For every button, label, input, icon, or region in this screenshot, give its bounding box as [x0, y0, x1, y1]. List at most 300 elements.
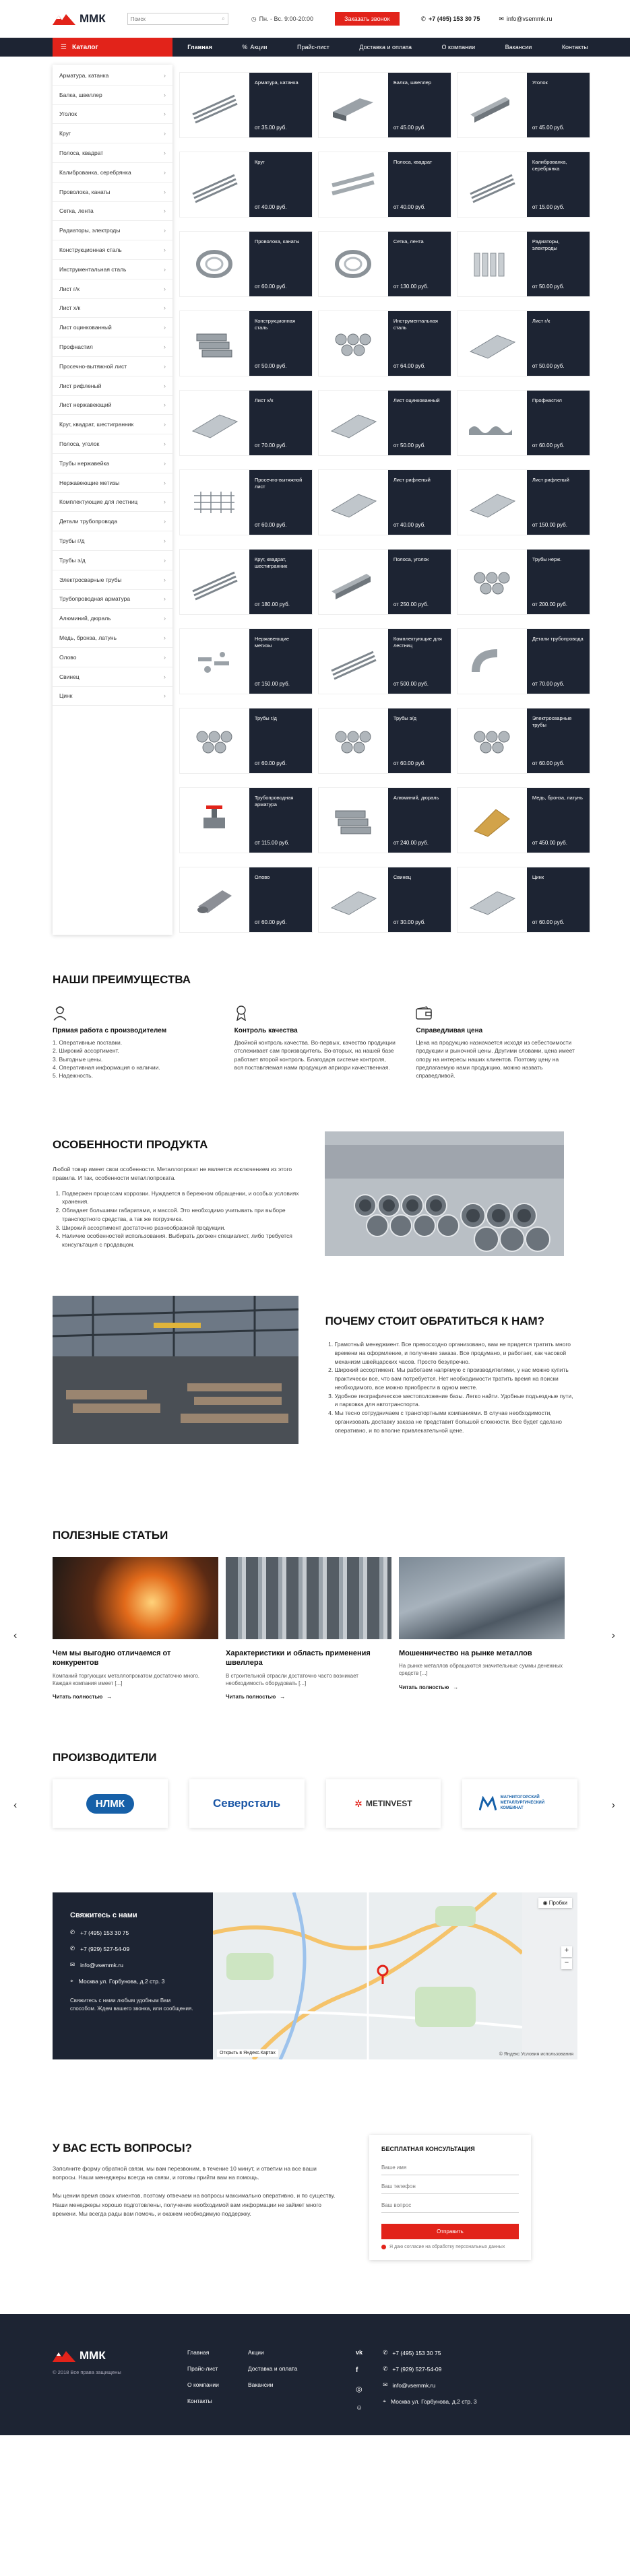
sidebar-item[interactable]: [53, 609, 172, 628]
advantage-item: 5. Надежность.: [53, 1072, 93, 1080]
sidebar-item-label: Радиаторы, электроды: [59, 227, 121, 234]
chevron-right-icon: ›: [164, 362, 166, 370]
sidebar-item-label: Полоса, уголок: [59, 440, 100, 448]
zoom-out-icon[interactable]: −: [561, 1958, 572, 1969]
sidebar-item[interactable]: [53, 473, 172, 493]
product-image[interactable]: [319, 867, 388, 932]
phone-text: +7 (495) 153 30 75: [429, 15, 480, 22]
footer-phone-2[interactable]: [383, 2365, 476, 2373]
sidebar-item[interactable]: [53, 628, 172, 648]
product-card[interactable]: [318, 469, 451, 535]
product-price: от 150.00 руб.: [254, 681, 290, 687]
product-image[interactable]: [458, 470, 527, 535]
product-image[interactable]: [319, 550, 388, 614]
chevron-right-icon: ›: [164, 518, 166, 525]
consent-label: Я даю согласие на обработку персональных данных: [389, 2245, 505, 2249]
product-info[interactable]: [388, 788, 451, 853]
product-info[interactable]: [249, 391, 312, 455]
sidebar-item[interactable]: [53, 570, 172, 590]
product-title: Круг: [254, 159, 265, 165]
product-image[interactable]: [319, 788, 388, 853]
product-image[interactable]: [458, 550, 527, 614]
sidebar-item[interactable]: [53, 454, 172, 473]
sidebar-item-label: Комплектующие для лестниц: [59, 498, 138, 506]
product-image[interactable]: [180, 391, 249, 455]
product-card[interactable]: [318, 708, 451, 774]
location-icon: ⌖: [70, 1977, 73, 1984]
nav-contacts[interactable]: Контакты: [561, 44, 588, 51]
product-card[interactable]: [179, 469, 313, 535]
article-image[interactable]: [399, 1557, 565, 1639]
sidebar-item[interactable]: [53, 531, 172, 551]
product-price: от 70.00 руб.: [532, 681, 565, 687]
chevron-right-icon: ›: [164, 673, 166, 680]
makers-next-icon[interactable]: ›: [611, 1799, 615, 1811]
makers-prev-icon[interactable]: ‹: [13, 1799, 18, 1811]
product-image[interactable]: [180, 152, 249, 217]
product-title: Трубы нерж.: [532, 556, 562, 562]
product-card[interactable]: [318, 628, 451, 694]
questions-text-2: Мы ценим время своих клиентов, поэтому отвечаем на вопросы максимально оперативно, и по существу. Наши менеджеры хорошо подготовлены, получение необходимой вам информации не займет много времени. Мы всегда рады вам помочь, и окажем необходимую поддержку.: [53, 2192, 336, 2217]
product-image[interactable]: [319, 470, 388, 535]
chevron-right-icon: ›: [164, 207, 166, 215]
product-card[interactable]: [179, 231, 313, 297]
product-image[interactable]: [458, 391, 527, 455]
chevron-right-icon: ›: [164, 265, 166, 273]
sidebar-item-label: Проволока, канаты: [59, 188, 111, 195]
product-card[interactable]: [318, 787, 451, 853]
product-image[interactable]: [458, 629, 527, 694]
article-more-link[interactable]: [53, 1694, 218, 1700]
search-input[interactable]: [131, 15, 225, 22]
product-card[interactable]: [179, 867, 313, 933]
product-info[interactable]: [388, 152, 451, 217]
product-info[interactable]: [249, 232, 312, 296]
questions-title: У ВАС ЕСТЬ ВОПРОСЫ?: [53, 2142, 193, 2154]
sidebar-item-label: Олово: [59, 653, 77, 661]
product-info[interactable]: [527, 73, 590, 137]
product-image[interactable]: [319, 391, 388, 455]
logo-mountain-icon: [53, 13, 75, 25]
product-info[interactable]: [527, 867, 590, 932]
article-more-link[interactable]: [226, 1694, 391, 1700]
chevron-right-icon: ›: [164, 71, 166, 79]
product-price: от 200.00 руб.: [532, 601, 567, 607]
contact-address: [70, 1977, 195, 1985]
sidebar-item[interactable]: [53, 687, 172, 706]
product-image[interactable]: [458, 311, 527, 376]
phone-icon: ✆: [70, 1929, 75, 1936]
product-price: от 15.00 руб.: [532, 204, 565, 210]
sidebar-item-label: Цинк: [59, 692, 73, 700]
search-icon[interactable]: ⌕: [222, 15, 225, 22]
footer-email[interactable]: [383, 2381, 476, 2389]
article-card[interactable]: [53, 1557, 218, 1700]
sidebar-item[interactable]: [53, 590, 172, 609]
product-info[interactable]: [388, 73, 451, 137]
sidebar-item[interactable]: [53, 221, 172, 240]
chevron-right-icon: ›: [164, 615, 166, 622]
contact-phone-1[interactable]: [70, 1929, 195, 1936]
product-info[interactable]: [527, 470, 590, 535]
product-image[interactable]: [319, 73, 388, 137]
traffic-button[interactable]: [538, 1898, 572, 1908]
product-image[interactable]: [319, 629, 388, 694]
footer-link-pricelist[interactable]: Прайс-лист: [187, 2365, 218, 2372]
medal-icon: [234, 1004, 396, 1022]
product-card[interactable]: [318, 310, 451, 376]
article-title[interactable]: Характеристики и область применения швеллера: [226, 1649, 371, 1667]
chevron-right-icon: ›: [164, 498, 166, 506]
product-info[interactable]: [527, 232, 590, 296]
footer-link-vacancies[interactable]: Вакансии: [248, 2381, 274, 2388]
article-title[interactable]: Чем мы выгодно отличаемся от конкурентов: [53, 1649, 171, 1667]
product-info[interactable]: [249, 788, 312, 853]
product-info[interactable]: [527, 550, 590, 614]
contact-phone-2[interactable]: [70, 1945, 195, 1952]
logo-mountain-icon: [53, 2350, 75, 2362]
odnoklassniki-icon[interactable]: ☺: [356, 2404, 363, 2412]
product-card[interactable]: [457, 469, 590, 535]
sidebar-item[interactable]: [53, 279, 172, 299]
feature-item: 2. Обладает большими габаритами, и массой. Это необходимо учитывать при выборе транспортного средства, а так же погрузчика.: [62, 1206, 302, 1224]
send-button[interactable]: Отправить: [381, 2224, 519, 2239]
sidebar-item-label: Калиброванка, серебрянка: [59, 168, 131, 176]
product-image[interactable]: [180, 867, 249, 932]
footer-logo[interactable]: [53, 2349, 187, 2363]
product-info[interactable]: [249, 550, 312, 614]
sidebar-item[interactable]: [53, 183, 172, 202]
sidebar-item-label: Уголок: [59, 110, 77, 118]
product-card[interactable]: [179, 708, 313, 774]
header-email[interactable]: [499, 15, 552, 23]
sidebar-item[interactable]: [53, 434, 172, 454]
product-card[interactable]: [318, 549, 451, 615]
maker-severstal[interactable]: [189, 1779, 305, 1828]
product-image[interactable]: [319, 708, 388, 773]
product-price: от 50.00 руб.: [532, 363, 565, 369]
chevron-right-icon: ›: [164, 91, 166, 98]
product-card[interactable]: [318, 72, 451, 138]
product-image[interactable]: [180, 470, 249, 535]
product-image[interactable]: [458, 867, 527, 932]
article-image[interactable]: [226, 1557, 391, 1639]
product-title: Конструкционная сталь: [254, 318, 296, 331]
consent-row[interactable]: [381, 2245, 519, 2249]
product-card[interactable]: [457, 152, 590, 218]
phone-input[interactable]: [381, 2179, 519, 2194]
mmk-emblem-icon: [479, 1796, 497, 1811]
brand-name: ММК: [80, 12, 106, 25]
article-title[interactable]: Мошенничество на рынке металлов: [399, 1649, 532, 1657]
advantage-price: [416, 1004, 577, 1080]
product-card[interactable]: [179, 787, 313, 853]
product-info[interactable]: [388, 708, 451, 773]
map-copyright: © Яндекс Условия использования: [499, 2052, 573, 2057]
features-intro: Любой товар имеет свои особенности. Металлопрокат не является исключением из этого правила. И так, особенности металлопроката.: [53, 1166, 292, 1181]
nav-about[interactable]: О компании: [441, 44, 476, 51]
chevron-right-icon: ›: [164, 343, 166, 351]
chevron-right-icon: ›: [164, 576, 166, 583]
sidebar-item[interactable]: [53, 299, 172, 319]
product-card[interactable]: [457, 787, 590, 853]
product-image[interactable]: [458, 708, 527, 773]
consent-checkbox[interactable]: [381, 2245, 386, 2249]
question-input[interactable]: [381, 2198, 519, 2213]
product-price: от 64.00 руб.: [393, 363, 426, 369]
chevron-right-icon: ›: [164, 595, 166, 603]
product-info[interactable]: [388, 470, 451, 535]
product-image[interactable]: [180, 788, 249, 853]
sidebar-item[interactable]: [53, 143, 172, 163]
sidebar-item[interactable]: [53, 376, 172, 396]
product-card[interactable]: [457, 231, 590, 297]
product-info[interactable]: [249, 629, 312, 694]
nav-home[interactable]: Главная: [187, 44, 212, 51]
product-image[interactable]: [180, 232, 249, 296]
sidebar-item[interactable]: [53, 415, 172, 434]
product-image[interactable]: [180, 73, 249, 137]
product-card[interactable]: [318, 867, 451, 933]
sidebar-item[interactable]: [53, 260, 172, 279]
why-section: [0, 1300, 630, 1529]
product-title: Лист х/к: [254, 397, 274, 403]
product-price: от 60.00 руб.: [532, 919, 565, 925]
call-request-button[interactable]: Заказать звонок: [335, 12, 399, 26]
nav-delivery[interactable]: Доставка и оплата: [359, 44, 412, 51]
sidebar-item-label: Алюминий, дюраль: [59, 615, 111, 622]
traffic-label: Пробки: [548, 1900, 567, 1906]
article-card[interactable]: [399, 1557, 565, 1700]
product-card[interactable]: [457, 310, 590, 376]
product-card[interactable]: [318, 390, 451, 456]
product-title: Нержавеющие метизы: [254, 636, 290, 649]
vk-icon[interactable]: vk: [356, 2349, 363, 2356]
sidebar-item[interactable]: [53, 318, 172, 337]
sidebar-item-label: Медь, бронза, латунь: [59, 634, 117, 641]
product-card[interactable]: [318, 152, 451, 218]
product-title: Инструментальная сталь: [393, 318, 438, 331]
product-card[interactable]: [457, 867, 590, 933]
contacts-text: Свяжитесь с нами любым удобным Вам способом. Ждем вашего звонка, или сообщения.: [70, 1997, 193, 2012]
product-info[interactable]: [527, 152, 590, 217]
product-price: от 40.00 руб.: [393, 522, 426, 528]
sidebar-item[interactable]: [53, 124, 172, 143]
contacts-box: [53, 1892, 213, 2059]
sidebar-item[interactable]: [53, 66, 172, 86]
product-info[interactable]: [388, 232, 451, 296]
product-image[interactable]: [180, 708, 249, 773]
sidebar-item-label: Лист оцинкованный: [59, 324, 112, 331]
product-image[interactable]: [180, 550, 249, 614]
footer-link-home[interactable]: Главная: [187, 2349, 210, 2356]
arrow-right-icon: →: [280, 1693, 286, 1700]
product-info[interactable]: [527, 391, 590, 455]
advantages-title: НАШИ ПРЕИМУЩЕСТВА: [53, 973, 191, 986]
footer-contacts: [383, 2349, 476, 2435]
menu-icon: ☰: [61, 43, 67, 51]
product-image[interactable]: [319, 311, 388, 376]
advantage-price-title: Справедливая цена: [416, 1027, 483, 1034]
sidebar-item[interactable]: [53, 648, 172, 667]
product-image[interactable]: [458, 152, 527, 217]
product-title: Лист оцинкованный: [393, 397, 440, 403]
sidebar-item[interactable]: [53, 396, 172, 416]
footer-link-contacts[interactable]: Контакты: [187, 2398, 212, 2404]
product-title: Круг, квадрат, шестигранник: [254, 556, 288, 569]
open-in-yandex-link[interactable]: Открыть в Яндекс.Картах: [217, 2049, 278, 2057]
product-card[interactable]: [457, 549, 590, 615]
product-card[interactable]: [179, 549, 313, 615]
product-card[interactable]: [457, 628, 590, 694]
facebook-icon[interactable]: f: [356, 2367, 358, 2374]
articles-next-icon[interactable]: ›: [611, 1630, 615, 1641]
product-info[interactable]: [527, 788, 590, 853]
product-info[interactable]: [388, 391, 451, 455]
sidebar-item-label: Лист х/к: [59, 304, 81, 312]
phone-icon: ✆: [70, 1945, 75, 1952]
product-title: Уголок: [532, 79, 548, 86]
product-image[interactable]: [458, 73, 527, 137]
chevron-right-icon: ›: [164, 421, 166, 428]
product-card[interactable]: [457, 390, 590, 456]
footer: [0, 2314, 630, 2435]
sidebar-item[interactable]: [53, 667, 172, 687]
name-input[interactable]: [381, 2160, 519, 2175]
maker-metinvest[interactable]: [326, 1779, 441, 1828]
metinvest-logo: METINVEST: [365, 1799, 412, 1808]
product-image[interactable]: [458, 232, 527, 296]
contacts-title: Свяжитесь с нами: [70, 1911, 137, 1919]
product-info[interactable]: [249, 152, 312, 217]
footer-link-about[interactable]: О компании: [187, 2381, 219, 2388]
product-info[interactable]: [249, 311, 312, 376]
zoom-in-icon[interactable]: +: [561, 1946, 572, 1957]
questions-section: [0, 2088, 630, 2297]
product-price: от 40.00 руб.: [393, 204, 426, 210]
sidebar-item[interactable]: [53, 86, 172, 105]
site-logo[interactable]: [53, 12, 106, 26]
product-info[interactable]: [527, 311, 590, 376]
sidebar-item-label: Трубы э/д: [59, 556, 86, 564]
article-more-link[interactable]: [399, 1684, 565, 1690]
product-title: Лист г/к: [532, 318, 550, 324]
header: [0, 0, 630, 38]
product-info[interactable]: [527, 708, 590, 773]
maker-mmk[interactable]: [462, 1779, 577, 1828]
search-box[interactable]: [127, 13, 228, 25]
articles-prev-icon[interactable]: ‹: [13, 1630, 18, 1641]
maker-nlmk[interactable]: [53, 1779, 168, 1828]
nav-vacancies[interactable]: Вакансии: [505, 44, 532, 51]
chevron-right-icon: ›: [164, 188, 166, 195]
sidebar-item[interactable]: [53, 105, 172, 125]
hours-text: Пн. - Вс. 9:00-20:00: [259, 15, 314, 22]
product-price: от 60.00 руб.: [393, 760, 426, 766]
sidebar-item[interactable]: [53, 337, 172, 357]
product-info[interactable]: [249, 73, 312, 137]
product-image[interactable]: [180, 629, 249, 694]
article-card[interactable]: [226, 1557, 391, 1700]
chevron-right-icon: ›: [164, 110, 166, 118]
product-price: от 35.00 руб.: [254, 125, 287, 131]
product-info[interactable]: [388, 867, 451, 932]
product-title: Трубопроводная арматура: [254, 795, 294, 807]
product-image[interactable]: [319, 152, 388, 217]
chevron-right-icon: ›: [164, 285, 166, 292]
sidebar-item[interactable]: [53, 240, 172, 260]
chevron-right-icon: ›: [164, 479, 166, 486]
footer-menu-1: [187, 2349, 248, 2435]
product-card[interactable]: [457, 72, 590, 138]
product-card[interactable]: [179, 628, 313, 694]
catalog-button[interactable]: [53, 38, 172, 57]
article-image[interactable]: [53, 1557, 218, 1639]
instagram-icon[interactable]: ◎: [356, 2385, 363, 2393]
chevron-right-icon: ›: [164, 227, 166, 234]
footer-phone-1[interactable]: [383, 2349, 476, 2356]
product-info[interactable]: [249, 708, 312, 773]
arrow-right-icon: →: [106, 1693, 113, 1700]
product-info[interactable]: [527, 629, 590, 694]
product-card[interactable]: [457, 708, 590, 774]
product-image[interactable]: [180, 311, 249, 376]
product-card[interactable]: [179, 152, 313, 218]
product-title: Цинк: [532, 874, 544, 880]
product-card[interactable]: [318, 231, 451, 297]
product-info[interactable]: [388, 550, 451, 614]
advantage-item: 1. Оперативные поставки.: [53, 1039, 123, 1046]
header-phone[interactable]: [421, 15, 480, 23]
footer-link-delivery[interactable]: Доставка и оплата: [248, 2365, 298, 2372]
product-price: от 60.00 руб.: [254, 284, 287, 290]
product-info[interactable]: [388, 629, 451, 694]
product-info[interactable]: [249, 470, 312, 535]
contact-phone-2-text: +7 (929) 527-54-09: [80, 1945, 130, 1952]
percent-icon: %: [242, 44, 248, 51]
nav-promo[interactable]: [242, 44, 267, 51]
product-title: Балка, швеллер: [393, 79, 432, 86]
product-info[interactable]: [249, 867, 312, 932]
product-card[interactable]: [179, 72, 313, 138]
sidebar-item[interactable]: [53, 163, 172, 183]
worker-icon: [53, 1004, 214, 1022]
nav-pricelist[interactable]: Прайс-лист: [296, 44, 329, 51]
sidebar-item-label: Лист нержавеющий: [59, 401, 112, 409]
product-card[interactable]: [179, 310, 313, 376]
contact-email[interactable]: [70, 1961, 195, 1969]
sidebar-item-label: Полоса, квадрат: [59, 150, 104, 157]
footer-address-text: Москва ул. Горбунова, д.2 стр. 3: [391, 2398, 477, 2405]
map[interactable]: [213, 1892, 577, 2059]
advantage-item: 2. Широкий ассортимент.: [53, 1047, 119, 1055]
product-info[interactable]: [388, 311, 451, 376]
sidebar-item[interactable]: [53, 512, 172, 531]
sidebar-item[interactable]: [53, 551, 172, 570]
sidebar-item[interactable]: [53, 202, 172, 222]
articles-section: [0, 1529, 630, 1751]
sidebar-item[interactable]: [53, 357, 172, 376]
product-image[interactable]: [458, 788, 527, 853]
sidebar-item-label: Профнастил: [59, 343, 93, 351]
sidebar-item-label: Трубопроводная арматура: [59, 595, 131, 603]
chevron-right-icon: ›: [164, 459, 166, 467]
product-image[interactable]: [319, 232, 388, 296]
product-price: от 500.00 руб.: [393, 681, 429, 687]
sidebar-item[interactable]: [53, 493, 172, 513]
product-card[interactable]: [179, 390, 313, 456]
footer-link-promo[interactable]: Акции: [248, 2349, 264, 2356]
